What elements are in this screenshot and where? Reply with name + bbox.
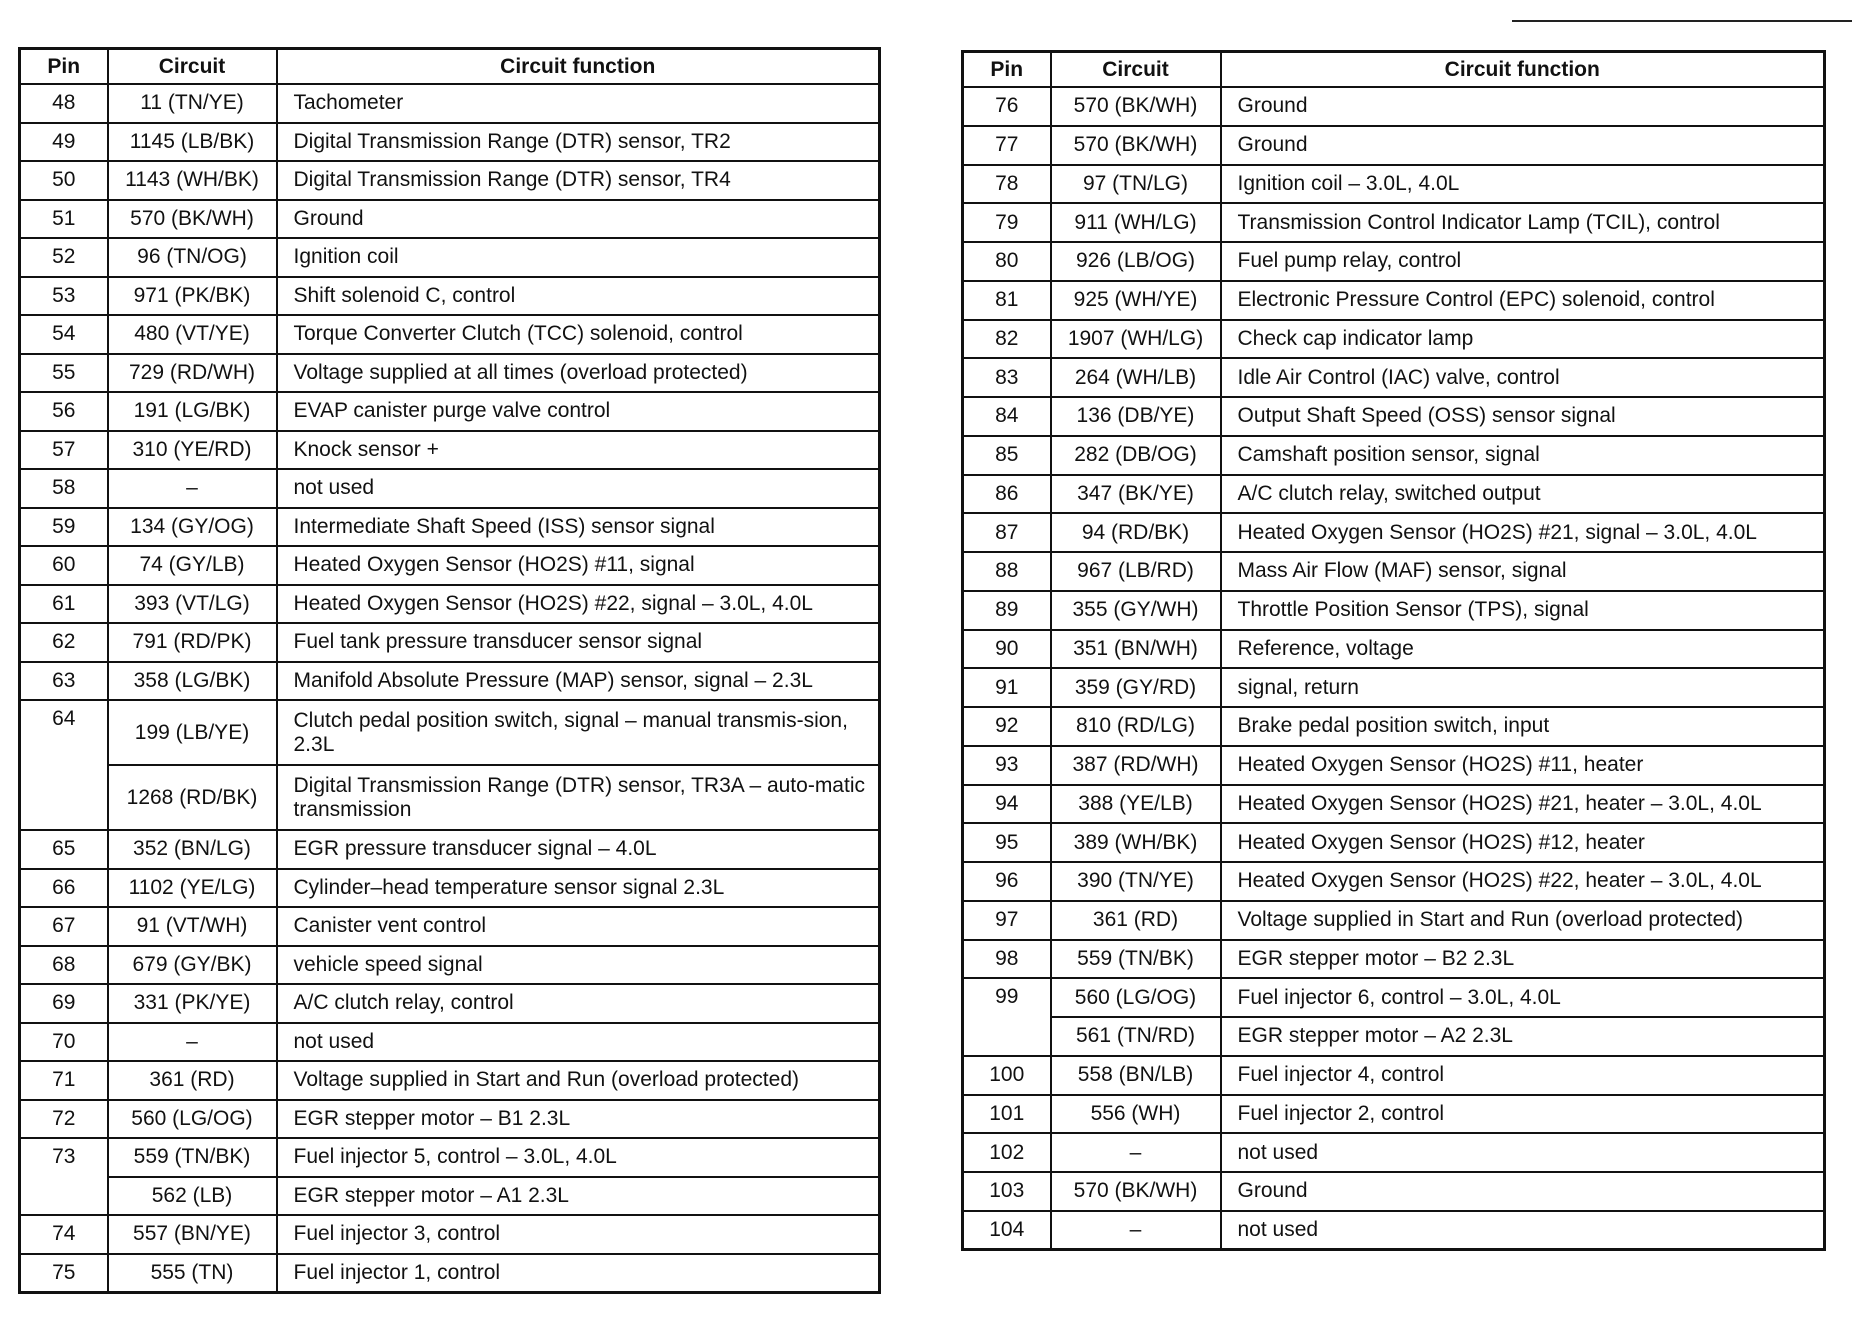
table-row bbox=[20, 238, 880, 277]
function-cell: Ignition coil – 3.0L, 4.0L bbox=[1221, 165, 1825, 204]
circuit-cell: 74 (GY/LB) bbox=[108, 546, 277, 585]
pin-cell: 101 bbox=[963, 1095, 1051, 1134]
table-row bbox=[20, 1138, 880, 1177]
table-row bbox=[963, 901, 1825, 940]
function-cell: Ground bbox=[277, 200, 880, 239]
pin-cell: 79 bbox=[963, 203, 1051, 242]
function-cell: Digital Transmission Range (DTR) sensor, TR3A – auto-matic transmission bbox=[277, 765, 880, 830]
table-row bbox=[20, 123, 880, 162]
pin-cell: 54 bbox=[20, 315, 108, 354]
circuit-cell: 560 (LG/OG) bbox=[108, 1100, 277, 1139]
function-cell: Mass Air Flow (MAF) sensor, signal bbox=[1221, 552, 1825, 591]
table-row bbox=[20, 700, 880, 765]
table-row bbox=[963, 281, 1825, 320]
pin-cell: 71 bbox=[20, 1061, 108, 1100]
table-row bbox=[20, 984, 880, 1023]
pin-cell: 62 bbox=[20, 623, 108, 662]
function-cell: Shift solenoid C, control bbox=[277, 277, 880, 316]
function-cell: EGR pressure transducer signal – 4.0L bbox=[277, 830, 880, 869]
circuit-cell: 91 (VT/WH) bbox=[108, 907, 277, 946]
circuit-cell: 562 (LB) bbox=[108, 1177, 277, 1216]
circuit-cell: – bbox=[108, 469, 277, 508]
function-cell: not used bbox=[277, 1023, 880, 1062]
table-row bbox=[20, 1215, 880, 1254]
pin-cell: 75 bbox=[20, 1254, 108, 1293]
circuit-cell: 96 (TN/OG) bbox=[108, 238, 277, 277]
table-row bbox=[20, 277, 880, 316]
function-cell: Fuel injector 4, control bbox=[1221, 1056, 1825, 1095]
table-row bbox=[20, 508, 880, 547]
circuit-cell: 134 (GY/OG) bbox=[108, 508, 277, 547]
table-row bbox=[963, 165, 1825, 204]
pin-cell: 84 bbox=[963, 397, 1051, 436]
function-cell: Fuel pump relay, control bbox=[1221, 242, 1825, 281]
pin-cell: 56 bbox=[20, 392, 108, 431]
pin-cell: 78 bbox=[963, 165, 1051, 204]
table-row bbox=[963, 591, 1825, 630]
circuit-cell: 264 (WH/LB) bbox=[1051, 358, 1221, 397]
table-row bbox=[963, 242, 1825, 281]
table-row bbox=[963, 1095, 1825, 1134]
pin-cell: 66 bbox=[20, 869, 108, 908]
function-cell: Camshaft position sensor, signal bbox=[1221, 436, 1825, 475]
pin-cell: 58 bbox=[20, 469, 108, 508]
table-row bbox=[20, 765, 880, 830]
pin-cell: 100 bbox=[963, 1056, 1051, 1095]
table-row bbox=[963, 707, 1825, 746]
table-row bbox=[20, 830, 880, 869]
circuit-cell: 559 (TN/BK) bbox=[108, 1138, 277, 1177]
circuit-cell: 351 (BN/WH) bbox=[1051, 630, 1221, 669]
pin-cell: 91 bbox=[963, 668, 1051, 707]
pin-cell: 95 bbox=[963, 823, 1051, 862]
circuit-cell: 971 (PK/BK) bbox=[108, 277, 277, 316]
table-row bbox=[20, 869, 880, 908]
circuit-cell: 559 (TN/BK) bbox=[1051, 940, 1221, 979]
circuit-cell: 561 (TN/RD) bbox=[1051, 1017, 1221, 1056]
top-rule bbox=[1512, 20, 1852, 22]
pin-cell: 86 bbox=[963, 475, 1051, 514]
table-row bbox=[20, 161, 880, 200]
table-row bbox=[20, 1177, 880, 1216]
circuit-cell: 1143 (WH/BK) bbox=[108, 161, 277, 200]
table-row bbox=[963, 87, 1825, 126]
function-cell: vehicle speed signal bbox=[277, 946, 880, 985]
function-cell: Voltage supplied at all times (overload protected) bbox=[277, 354, 880, 393]
function-cell: Idle Air Control (IAC) valve, control bbox=[1221, 358, 1825, 397]
pin-cell: 72 bbox=[20, 1100, 108, 1139]
function-cell: Fuel injector 1, control bbox=[277, 1254, 880, 1293]
function-cell: signal, return bbox=[1221, 668, 1825, 707]
function-cell: A/C clutch relay, control bbox=[277, 984, 880, 1023]
function-cell: Heated Oxygen Sensor (HO2S) #12, heater bbox=[1221, 823, 1825, 862]
function-cell: Heated Oxygen Sensor (HO2S) #21, heater – 3.0L, 4.0L bbox=[1221, 785, 1825, 824]
table-row bbox=[20, 662, 880, 701]
pin-cell: 57 bbox=[20, 431, 108, 470]
function-cell: Voltage supplied in Start and Run (overload protected) bbox=[1221, 901, 1825, 940]
circuit-header: Circuit bbox=[1051, 52, 1221, 88]
function-cell: Electronic Pressure Control (EPC) solenoid, control bbox=[1221, 281, 1825, 320]
circuit-cell: 97 (TN/LG) bbox=[1051, 165, 1221, 204]
pin-cell: 94 bbox=[963, 785, 1051, 824]
pin-cell: 99 bbox=[963, 978, 1051, 1056]
function-cell: not used bbox=[277, 469, 880, 508]
pin-cell: 88 bbox=[963, 552, 1051, 591]
table-row bbox=[20, 907, 880, 946]
pin-cell: 49 bbox=[20, 123, 108, 162]
circuit-cell: – bbox=[1051, 1211, 1221, 1250]
circuit-cell: – bbox=[1051, 1133, 1221, 1172]
circuit-header: Circuit bbox=[108, 49, 277, 85]
circuit-cell: 557 (BN/YE) bbox=[108, 1215, 277, 1254]
function-cell: Heated Oxygen Sensor (HO2S) #21, signal – 3.0L, 4.0L bbox=[1221, 513, 1825, 552]
pin-cell: 53 bbox=[20, 277, 108, 316]
function-cell: Canister vent control bbox=[277, 907, 880, 946]
pin-cell: 97 bbox=[963, 901, 1051, 940]
pin-cell: 83 bbox=[963, 358, 1051, 397]
function-cell: Ground bbox=[1221, 1172, 1825, 1211]
circuit-cell: 191 (LG/BK) bbox=[108, 392, 277, 431]
function-cell: Torque Converter Clutch (TCC) solenoid, control bbox=[277, 315, 880, 354]
pin-cell: 89 bbox=[963, 591, 1051, 630]
table-row bbox=[20, 623, 880, 662]
pin-cell: 68 bbox=[20, 946, 108, 985]
table-row bbox=[963, 436, 1825, 475]
function-cell: EGR stepper motor – A2 2.3L bbox=[1221, 1017, 1825, 1056]
table-row bbox=[20, 1254, 880, 1293]
circuit-cell: 355 (GY/WH) bbox=[1051, 591, 1221, 630]
function-header: Circuit function bbox=[277, 49, 880, 85]
circuit-cell: 352 (BN/LG) bbox=[108, 830, 277, 869]
circuit-cell: 136 (DB/YE) bbox=[1051, 397, 1221, 436]
header-row bbox=[20, 49, 880, 85]
pin-cell: 50 bbox=[20, 161, 108, 200]
table-row bbox=[963, 397, 1825, 436]
circuit-cell: – bbox=[108, 1023, 277, 1062]
pin-table-right bbox=[961, 50, 1826, 1251]
circuit-cell: 310 (YE/RD) bbox=[108, 431, 277, 470]
function-cell: Brake pedal position switch, input bbox=[1221, 707, 1825, 746]
function-cell: Intermediate Shaft Speed (ISS) sensor signal bbox=[277, 508, 880, 547]
table-row bbox=[963, 1056, 1825, 1095]
function-cell: Transmission Control Indicator Lamp (TCIL), control bbox=[1221, 203, 1825, 242]
function-cell: EGR stepper motor – B2 2.3L bbox=[1221, 940, 1825, 979]
function-cell: not used bbox=[1221, 1211, 1825, 1250]
pin-cell: 70 bbox=[20, 1023, 108, 1062]
function-cell: Reference, voltage bbox=[1221, 630, 1825, 669]
circuit-cell: 556 (WH) bbox=[1051, 1095, 1221, 1134]
pin-cell: 76 bbox=[963, 87, 1051, 126]
function-cell: EGR stepper motor – A1 2.3L bbox=[277, 1177, 880, 1216]
table-row bbox=[20, 431, 880, 470]
circuit-cell: 393 (VT/LG) bbox=[108, 585, 277, 624]
circuit-cell: 925 (WH/YE) bbox=[1051, 281, 1221, 320]
table-row bbox=[20, 585, 880, 624]
circuit-cell: 361 (RD) bbox=[1051, 901, 1221, 940]
table-row bbox=[963, 1133, 1825, 1172]
table-row bbox=[963, 1172, 1825, 1211]
table-row bbox=[963, 513, 1825, 552]
header-row bbox=[963, 52, 1825, 88]
pin-cell: 90 bbox=[963, 630, 1051, 669]
circuit-cell: 199 (LB/YE) bbox=[108, 700, 277, 765]
table-row bbox=[20, 946, 880, 985]
table-row bbox=[963, 978, 1825, 1017]
table-row bbox=[20, 315, 880, 354]
circuit-cell: 911 (WH/LG) bbox=[1051, 203, 1221, 242]
table-row bbox=[963, 940, 1825, 979]
table-row bbox=[20, 546, 880, 585]
circuit-cell: 560 (LG/OG) bbox=[1051, 978, 1221, 1017]
circuit-cell: 791 (RD/PK) bbox=[108, 623, 277, 662]
circuit-cell: 359 (GY/RD) bbox=[1051, 668, 1221, 707]
table-row bbox=[963, 785, 1825, 824]
circuit-cell: 967 (LB/RD) bbox=[1051, 552, 1221, 591]
circuit-cell: 389 (WH/BK) bbox=[1051, 823, 1221, 862]
function-cell: A/C clutch relay, switched output bbox=[1221, 475, 1825, 514]
function-cell: Fuel injector 6, control – 3.0L, 4.0L bbox=[1221, 978, 1825, 1017]
table-row bbox=[20, 392, 880, 431]
table-row bbox=[20, 354, 880, 393]
table-row bbox=[963, 668, 1825, 707]
circuit-cell: 358 (LG/BK) bbox=[108, 662, 277, 701]
circuit-cell: 926 (LB/OG) bbox=[1051, 242, 1221, 281]
function-cell: EGR stepper motor – B1 2.3L bbox=[277, 1100, 880, 1139]
circuit-cell: 390 (TN/YE) bbox=[1051, 862, 1221, 901]
circuit-cell: 480 (VT/YE) bbox=[108, 315, 277, 354]
pin-cell: 48 bbox=[20, 84, 108, 123]
function-header: Circuit function bbox=[1221, 52, 1825, 88]
circuit-cell: 388 (YE/LB) bbox=[1051, 785, 1221, 824]
table-row bbox=[963, 358, 1825, 397]
circuit-cell: 347 (BK/YE) bbox=[1051, 475, 1221, 514]
pin-cell: 61 bbox=[20, 585, 108, 624]
pin-cell: 63 bbox=[20, 662, 108, 701]
table-row bbox=[963, 630, 1825, 669]
function-cell: Heated Oxygen Sensor (HO2S) #22, signal – 3.0L, 4.0L bbox=[277, 585, 880, 624]
table-row bbox=[20, 84, 880, 123]
pin-cell: 81 bbox=[963, 281, 1051, 320]
circuit-cell: 1268 (RD/BK) bbox=[108, 765, 277, 830]
function-cell: Fuel injector 2, control bbox=[1221, 1095, 1825, 1134]
function-cell: Output Shaft Speed (OSS) sensor signal bbox=[1221, 397, 1825, 436]
pin-cell: 67 bbox=[20, 907, 108, 946]
table-row bbox=[963, 1017, 1825, 1056]
circuit-cell: 361 (RD) bbox=[108, 1061, 277, 1100]
circuit-cell: 570 (BK/WH) bbox=[1051, 126, 1221, 165]
circuit-cell: 1907 (WH/LG) bbox=[1051, 320, 1221, 359]
circuit-cell: 555 (TN) bbox=[108, 1254, 277, 1293]
pin-cell: 59 bbox=[20, 508, 108, 547]
table-row bbox=[20, 200, 880, 239]
table-row bbox=[963, 126, 1825, 165]
circuit-cell: 570 (BK/WH) bbox=[1051, 87, 1221, 126]
pin-cell: 92 bbox=[963, 707, 1051, 746]
circuit-cell: 1102 (YE/LG) bbox=[108, 869, 277, 908]
circuit-cell: 387 (RD/WH) bbox=[1051, 746, 1221, 785]
table-row bbox=[963, 823, 1825, 862]
pin-cell: 102 bbox=[963, 1133, 1051, 1172]
pin-cell: 52 bbox=[20, 238, 108, 277]
function-cell: Heated Oxygen Sensor (HO2S) #22, heater – 3.0L, 4.0L bbox=[1221, 862, 1825, 901]
circuit-cell: 282 (DB/OG) bbox=[1051, 436, 1221, 475]
function-cell: Voltage supplied in Start and Run (overload protected) bbox=[277, 1061, 880, 1100]
function-cell: Ignition coil bbox=[277, 238, 880, 277]
circuit-cell: 1145 (LB/BK) bbox=[108, 123, 277, 162]
table-row bbox=[963, 862, 1825, 901]
pin-table-left bbox=[18, 47, 881, 1294]
circuit-cell: 679 (GY/BK) bbox=[108, 946, 277, 985]
circuit-cell: 570 (BK/WH) bbox=[1051, 1172, 1221, 1211]
circuit-cell: 810 (RD/LG) bbox=[1051, 707, 1221, 746]
function-cell: Throttle Position Sensor (TPS), signal bbox=[1221, 591, 1825, 630]
function-cell: Check cap indicator lamp bbox=[1221, 320, 1825, 359]
function-cell: Tachometer bbox=[277, 84, 880, 123]
pin-cell: 82 bbox=[963, 320, 1051, 359]
function-cell: Heated Oxygen Sensor (HO2S) #11, heater bbox=[1221, 746, 1825, 785]
circuit-cell: 331 (PK/YE) bbox=[108, 984, 277, 1023]
pin-cell: 69 bbox=[20, 984, 108, 1023]
table-row bbox=[963, 552, 1825, 591]
pin-cell: 85 bbox=[963, 436, 1051, 475]
function-cell: Digital Transmission Range (DTR) sensor, TR2 bbox=[277, 123, 880, 162]
pin-cell: 87 bbox=[963, 513, 1051, 552]
pin-cell: 98 bbox=[963, 940, 1051, 979]
table-row bbox=[20, 1100, 880, 1139]
circuit-cell: 11 (TN/YE) bbox=[108, 84, 277, 123]
pin-cell: 60 bbox=[20, 546, 108, 585]
pin-cell: 80 bbox=[963, 242, 1051, 281]
pin-header: Pin bbox=[963, 52, 1051, 88]
function-cell: Fuel injector 3, control bbox=[277, 1215, 880, 1254]
function-cell: Digital Transmission Range (DTR) sensor, TR4 bbox=[277, 161, 880, 200]
circuit-cell: 558 (BN/LB) bbox=[1051, 1056, 1221, 1095]
circuit-cell: 94 (RD/BK) bbox=[1051, 513, 1221, 552]
table-row bbox=[20, 469, 880, 508]
circuit-cell: 729 (RD/WH) bbox=[108, 354, 277, 393]
pin-cell: 103 bbox=[963, 1172, 1051, 1211]
pin-cell: 96 bbox=[963, 862, 1051, 901]
function-cell: Heated Oxygen Sensor (HO2S) #11, signal bbox=[277, 546, 880, 585]
table-row bbox=[20, 1061, 880, 1100]
function-cell: Fuel injector 5, control – 3.0L, 4.0L bbox=[277, 1138, 880, 1177]
function-cell: Knock sensor + bbox=[277, 431, 880, 470]
circuit-cell: 570 (BK/WH) bbox=[108, 200, 277, 239]
pin-cell: 55 bbox=[20, 354, 108, 393]
table-row bbox=[963, 475, 1825, 514]
pin-cell: 77 bbox=[963, 126, 1051, 165]
function-cell: Manifold Absolute Pressure (MAP) sensor, signal – 2.3L bbox=[277, 662, 880, 701]
table-row bbox=[963, 1211, 1825, 1250]
pin-header: Pin bbox=[20, 49, 108, 85]
pin-cell: 51 bbox=[20, 200, 108, 239]
table-row bbox=[963, 203, 1825, 242]
function-cell: Cylinder–head temperature sensor signal 2.3L bbox=[277, 869, 880, 908]
function-cell: Fuel tank pressure transducer sensor signal bbox=[277, 623, 880, 662]
function-cell: not used bbox=[1221, 1133, 1825, 1172]
function-cell: Ground bbox=[1221, 126, 1825, 165]
function-cell: Ground bbox=[1221, 87, 1825, 126]
pin-cell: 74 bbox=[20, 1215, 108, 1254]
table-row bbox=[963, 320, 1825, 359]
pin-cell: 64 bbox=[20, 700, 108, 830]
function-cell: Clutch pedal position switch, signal – manual transmis-sion, 2.3L bbox=[277, 700, 880, 765]
pin-cell: 104 bbox=[963, 1211, 1051, 1250]
pin-cell: 93 bbox=[963, 746, 1051, 785]
table-row bbox=[20, 1023, 880, 1062]
table-row bbox=[963, 746, 1825, 785]
pin-cell: 73 bbox=[20, 1138, 108, 1215]
pin-cell: 65 bbox=[20, 830, 108, 869]
function-cell: EVAP canister purge valve control bbox=[277, 392, 880, 431]
